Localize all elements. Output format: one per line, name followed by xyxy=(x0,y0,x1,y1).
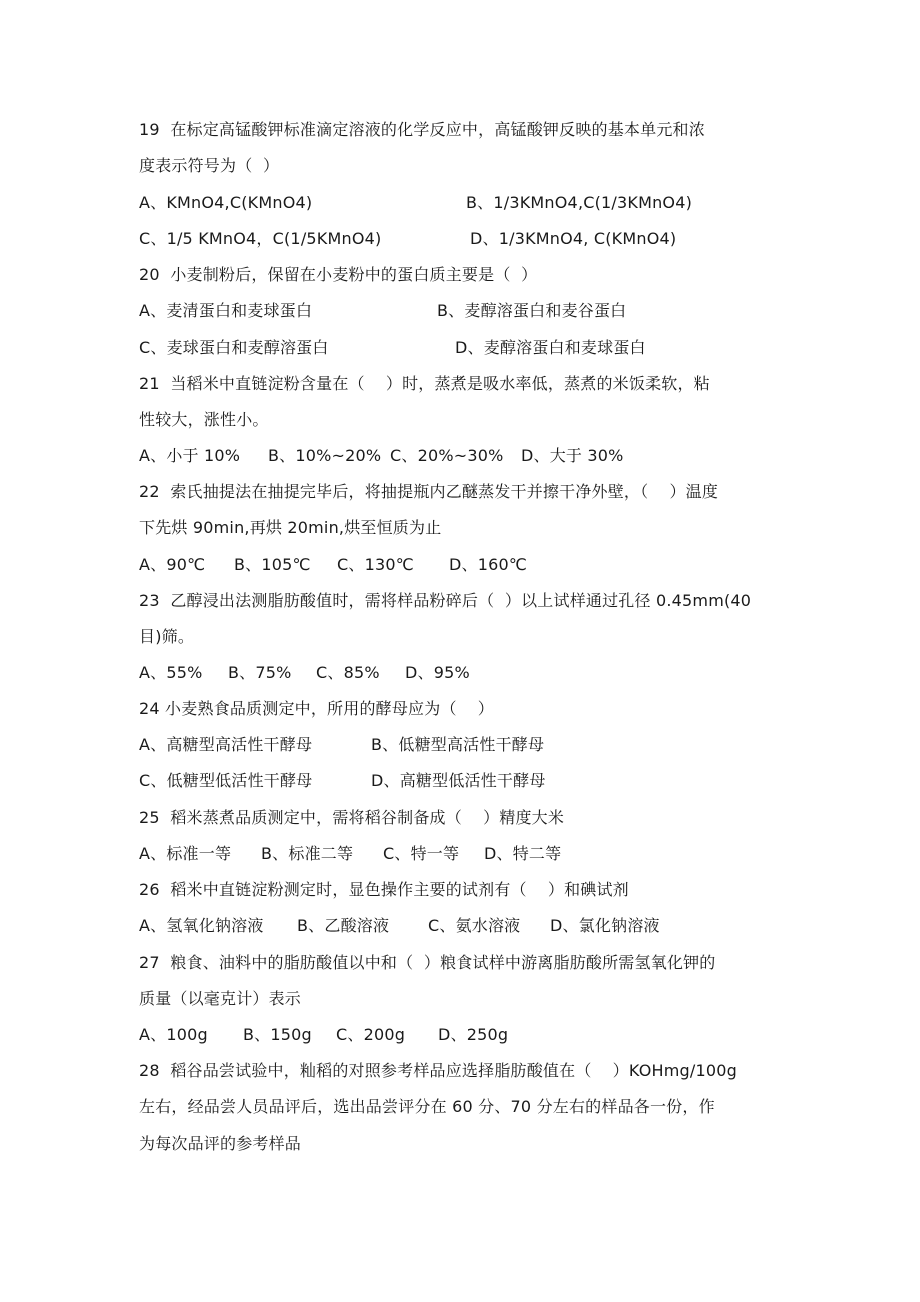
question-24-line-1: 24 小麦熟食品质测定中，所用的酵母应为（ ） xyxy=(139,699,494,718)
question-22-line-1: 22 索氏抽提法在抽提完毕后，将抽提瓶内乙醚蒸发干并擦干净外壁，（ ）温度 xyxy=(139,482,719,501)
question-22-option-d: D、160℃ xyxy=(449,555,528,574)
question-19-option-a: A、KMnO4,C(KMnO4) xyxy=(139,193,313,212)
question-19-option-b: B、1/3KMnO4,C(1/3KMnO4) xyxy=(466,193,693,212)
question-19-line-1: 19 在标定高锰酸钾标准滴定溶液的化学反应中，高锰酸钾反映的基本单元和浓 xyxy=(139,120,705,139)
question-25-option-c: C、特一等 xyxy=(383,844,460,863)
question-25-line-1: 25 稻米蒸煮品质测定中，需将稻谷制备成（ ）精度大米 xyxy=(139,808,565,827)
question-24-option-a: A、高糖型高活性干酵母 xyxy=(139,735,313,754)
question-21-line-1: 21 当稻米中直链淀粉含量在（ ）时，蒸煮是吸水率低，蒸煮的米饭柔软，粘 xyxy=(139,374,710,393)
question-20-line-1: 20 小麦制粉后，保留在小麦粉中的蛋白质主要是（ ） xyxy=(139,265,538,284)
question-23-line-2: 目)筛。 xyxy=(139,627,195,646)
question-27-option-d: D、250g xyxy=(438,1025,509,1044)
question-27-option-a: A、100g xyxy=(139,1025,208,1044)
question-23-option-d: D、95% xyxy=(405,663,470,682)
question-25-option-d: D、特二等 xyxy=(484,844,562,863)
question-20-option-a: A、麦清蛋白和麦球蛋白 xyxy=(139,301,313,320)
question-26-option-d: D、氯化钠溶液 xyxy=(550,916,660,935)
question-21-option-d: D、大于 30% xyxy=(521,446,624,465)
question-26-option-b: B、乙酸溶液 xyxy=(297,916,390,935)
question-22-option-c: C、130℃ xyxy=(337,555,414,574)
question-21-line-2: 性较大，涨性小。 xyxy=(139,410,269,429)
question-20-option-b: B、麦醇溶蛋白和麦谷蛋白 xyxy=(437,301,627,320)
question-28-line-1: 28 稻谷品尝试验中，籼稻的对照参考样品应选择脂肪酸值在（ ）KOHmg/100g xyxy=(139,1061,737,1080)
question-27-option-c: C、200g xyxy=(336,1025,406,1044)
question-21-option-c: C、20%~30% xyxy=(390,446,504,465)
question-21-option-a: A、小于 10% xyxy=(139,446,241,465)
question-26-option-a: A、氢氧化钠溶液 xyxy=(139,916,264,935)
question-22-option-b: B、105℃ xyxy=(234,555,311,574)
question-21-option-b: B、10%~20% xyxy=(268,446,382,465)
question-24-option-d: D、高糖型低活性干酵母 xyxy=(371,771,546,790)
question-23-option-c: C、85% xyxy=(316,663,380,682)
question-24-option-c: C、低糖型低活性干酵母 xyxy=(139,771,313,790)
question-27-line-1: 27 粮食、油料中的脂肪酸值以中和（ ）粮食试样中游离脂肪酸所需氢氧化钾的 xyxy=(139,953,716,972)
question-23-option-b: B、75% xyxy=(228,663,292,682)
question-20-option-c: C、麦球蛋白和麦醇溶蛋白 xyxy=(139,338,329,357)
question-19-option-d: D、1/3KMnO4, C(KMnO4) xyxy=(470,229,677,248)
question-28-line-2: 左右，经品尝人员品评后，选出品尝评分在 60 分、70 分左右的样品各一份，作 xyxy=(139,1097,715,1116)
question-28-line-3: 为每次品评的参考样品 xyxy=(139,1134,302,1153)
question-27-option-b: B、150g xyxy=(243,1025,312,1044)
question-19-option-c: C、1/5 KMnO4，C(1/5KMnO4) xyxy=(139,229,382,248)
question-19-line-2: 度表示符号为（ ） xyxy=(139,156,280,175)
question-20-option-d: D、麦醇溶蛋白和麦球蛋白 xyxy=(455,338,646,357)
question-25-option-b: B、标准二等 xyxy=(261,844,354,863)
question-24-option-b: B、低糖型高活性干酵母 xyxy=(371,735,545,754)
question-22-option-a: A、90℃ xyxy=(139,555,206,574)
question-26-line-1: 26 稻米中直链淀粉测定时，显色操作主要的试剂有（ ）和碘试剂 xyxy=(139,880,629,899)
question-26-option-c: C、氨水溶液 xyxy=(428,916,521,935)
question-23-option-a: A、55% xyxy=(139,663,203,682)
question-23-line-1: 23 乙醇浸出法测脂肪酸值时，需将样品粉碎后（ ）以上试样通过孔径 0.45mm(40 xyxy=(139,591,752,610)
question-27-line-2: 质量（以毫克计）表示 xyxy=(139,989,302,1008)
question-25-option-a: A、标准一等 xyxy=(139,844,232,863)
question-22-line-2: 下先烘 90min,再烘 20min,烘至恒质为止 xyxy=(139,518,442,537)
